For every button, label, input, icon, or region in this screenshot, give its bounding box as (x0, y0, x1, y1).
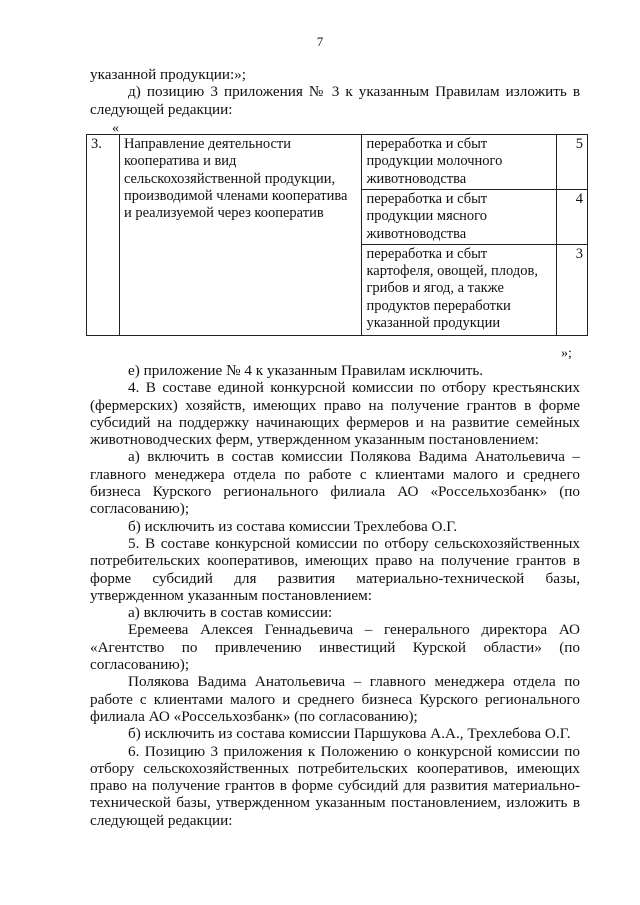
criterion-score: 4 (557, 190, 588, 245)
paragraph-6: 6. Позицию 3 приложения к Положению о конкурсной комиссии по отбору сельскохозяйственных потребительских кооперативов, имеющих право на получение грантов в форме субсидий для развития материально-технической базы, утвержденном указанным постановлением, изложить в следующей редакции: (90, 742, 580, 829)
position-number: 3. (87, 135, 120, 336)
table-row (87, 135, 588, 190)
paragraph-item-d: д) позицию 3 приложения № 3 к указанным Правилам изложить в следующей редакции: (90, 83, 580, 118)
paragraph-continuation: указанной продукции:»; (90, 66, 246, 83)
criterion-score: 3 (557, 244, 588, 335)
paragraph-5a-eremeev: Еремеева Алексея Геннадьевича – генерального директора АО «Агентство по привлечению инвестиций Курской области» (по согласованию); (90, 621, 580, 674)
criteria-table (86, 134, 588, 336)
paragraph-5a-polyakov: Полякова Вадима Анатольевича – главного менеджера отдела по работе с клиентами малого и среднего бизнеса Курского регионального филиала АО «Россельхозбанк» (по согласованию); (90, 673, 580, 725)
intro-text (90, 66, 580, 118)
paragraph-5b: б) исключить из состава комиссии Паршукова А.А., Трехлебова О.Г. (128, 725, 571, 743)
closing-quote: »; (561, 346, 572, 361)
paragraph-4a: а) включить в состав комиссии Полякова Вадима Анатольевича – главного менеджера отдела по работе с клиентами малого и среднего бизнеса Курского регионального филиала АО «Россельхозбанк» (по согласованию); (90, 448, 580, 518)
body-text (90, 362, 580, 829)
paragraph-item-e: е) приложение № 4 к указанным Правилам исключить. (128, 362, 484, 379)
criterion-option: переработка и сбыт продукции мясного животноводства (362, 190, 557, 245)
criterion-score: 5 (557, 135, 588, 190)
paragraph-4: 4. В составе единой конкурсной комиссии по отбору крестьянских (фермерских) хозяйств, имеющих право на получение грантов в форме субсидий на поддержку начинающих фермеров и на развитие семейных животноводческих ферм, утвержденном указанным постановлением: (90, 379, 580, 449)
criterion-option: переработка и сбыт продукции молочного животноводства (362, 135, 557, 190)
paragraph-4b: б) исключить из состава комиссии Трехлебова О.Г. (128, 517, 458, 535)
criterion-option: переработка и сбыт картофеля, овощей, плодов, грибов и ягод, а также продуктов переработки указанной продукции (362, 244, 557, 335)
page-number: 7 (316, 34, 324, 49)
paragraph-5a: а) включить в состав комиссии: (128, 604, 333, 622)
criterion-name: Направление деятельности кооператива и вид сельскохозяйственной продукции, производимой членами кооператива и реализуемой через кооператив (119, 135, 362, 336)
paragraph-5: 5. В составе конкурсной комиссии по отбору сельскохозяйственных потребительских кооперативов, имеющих право на получение грантов в форме субсидий для развития материально-технической базы, утвержденном указанным постановлением: (90, 534, 580, 604)
opening-quote: « (112, 121, 119, 136)
